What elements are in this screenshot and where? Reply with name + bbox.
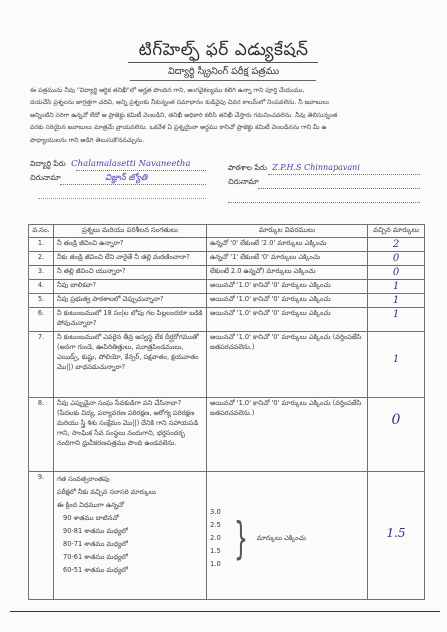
intro-line: పాధ్యాయులను గాని అడిగి తెలుసుకొనవచ్చును. [30, 136, 145, 144]
school-name-line [268, 174, 420, 175]
bottom-border-line [10, 611, 440, 612]
row-question: నీ తల్లి జీవించి యున్నారా? [54, 266, 207, 280]
row-marks-rule: అయినచో '1.0' కానిచో '0' మార్కులు ఎక్కించు (వర్తింపజేసి జతపరచవలెను.) [207, 332, 368, 398]
intro-line: ఆన్నింటిని సరిగా ఉన్నవో లేదో ఆ ప్రాజెక్టు కమిటీ వెంబడిని, తనిఖీ అధికారి కలిసి తనిఖీ చేస్తారు గమనించవలెను. నీవు తెలిసున్నంత [30, 111, 338, 119]
row-number: 7. [29, 332, 54, 398]
intro-line: ఈ పత్రమును నీవు "విద్యార్థి ఆర్థిక తనిఖీ"లో అర్హత పొందిన గాని, అంగవైకల్యము కలిగి ఉన్నా గాని పూర్తి చేయుము, [30, 87, 305, 94]
row-mark: 0 [368, 252, 425, 266]
row-number: 3. [29, 266, 54, 280]
row-marks-rule: ఉన్నచో '0' లేకుంటే '2.0' మార్కులు ఎక్కించు [207, 238, 368, 252]
table-row [29, 238, 425, 252]
avg-line: 70-61 శాతము మధ్యలో [63, 553, 128, 561]
row-marks-rule: లేకుంటే 2.0 ఉన్నచో) మార్కులు ఎక్కించు [207, 266, 368, 280]
row-marks-rule: అయినచో '1.0' కానిచో '0' మార్కులు ఎక్కించు [207, 280, 368, 294]
scale-value: 1.5 [210, 547, 221, 555]
table-row [29, 332, 425, 398]
brace-icon: } [233, 512, 248, 564]
scale-label: మార్కులు ఎక్కించు [256, 533, 306, 542]
subtitle-underline [130, 80, 316, 81]
intro-paragraph [30, 85, 423, 147]
table-row [29, 308, 425, 332]
student-address-label: చిరునామా [30, 173, 61, 182]
row-marks-rule: అయినచో '1.0' కానిచో '0' మార్కులు ఎక్కించు [207, 308, 368, 332]
table-row [29, 398, 425, 472]
row-mark: 0 [368, 266, 425, 280]
row-marks-rule: ఉన్నచో '1' లేకుంటే '0' మార్కులు ఎక్కించు [207, 252, 368, 266]
student-address-line [60, 184, 206, 185]
student-name-field [30, 159, 190, 170]
row-mark: 1.5 [368, 472, 425, 600]
school-address-label: చిరునామా [228, 177, 259, 186]
table-row [29, 280, 425, 294]
school-address-field [228, 177, 259, 188]
marks-scale [210, 506, 364, 571]
page-title: టిగ్‌హెల్ఫ్ ఫర్ ఎడ్యుకేషన్ [138, 40, 309, 60]
row-number: 9. [29, 472, 54, 600]
separator-line [38, 198, 206, 199]
table-row [29, 472, 425, 600]
scale-values [210, 506, 221, 571]
row-number: 5. [29, 294, 54, 308]
row-question: నీ కుటుంబములో ఎవరైన తీవ్ర అస్వస్థ లేక దీర్ఘరోగముతో (అనగా గుండె, ఊపిరితిత్తులు, మూత్రపిండములు, ఎయిడ్స్, కుష్టు, పోలియో, కేన్సర్, పక్షవాతం, క్షయవాతం మొ||) బాధపడుచున్నారా? [54, 332, 207, 398]
intro-line: దయచేసి ప్రశ్నలను జాగ్రత్తగా చదివి, అన్ని ప్రశ్నలకు నీకున్నంత సమాధానం కుడివైపు చివర కాలమ్‌లో నింపవలెను. నీ జవాబులు [30, 99, 329, 107]
row-marks-rule: అయినచో '1.0' కానిచో '0' మార్కులు ఎక్కించు [207, 294, 368, 308]
school-address-line [258, 188, 420, 189]
row-mark: 1 [368, 294, 425, 308]
avg-line: 90-81 శాతము మధ్యలో [63, 527, 128, 535]
row-question: నీవు ఎప్పుడైనా సంఘ సేవకుడిగా పని చేసినావా? (పేదలకు విద్య, పర్యావరణ పరిరక్షణ, ఆరోగ్య పరిరక్షణ మరియు స్త్రీ శిశు సంక్షేమం మొ||) దేనికి గాని సహాయపడి గాని, సాంఘిక సేవ సంస్థలు నందుగాని, భర్తసందర్భ నందిగాని ధ్రువీకరణపత్రము పొంది ఉండవలెను. [54, 398, 207, 472]
school-address-line-2 [228, 202, 420, 203]
table-row [29, 266, 425, 280]
header-marks-obtained: వచ్చిన మార్కులు [368, 225, 425, 238]
row-mark: 1 [368, 332, 425, 398]
row-mark: 1 [368, 308, 425, 332]
intro-line: వరకు సరియైన జవాబులు మాత్రమే వ్రాయవలెను. ఒకవేళ ఏ ప్రశ్నయైనా అర్థము కానిచో ప్రాజెక్టు కమిటీ వెంబడినను గాని మీ ఉ [30, 124, 327, 132]
school-name-field [228, 163, 360, 174]
row-question: నీవు ప్రభుత్వ పాఠశాలలో చెప్పుచున్నావా? [54, 294, 207, 308]
row-number: 4. [29, 280, 54, 294]
row-question: నీ కుటుంబములో 18 సం|ల లోపు గల పిల్లలందరూ బడికి పోవుచున్నారా? [54, 308, 207, 332]
avg-line: గత సంవత్సరాంతపు [57, 475, 110, 483]
header-questions: ప్రశ్నలు మరియు పరిశీలన సంగతులు [54, 225, 207, 238]
table-header-row [29, 225, 425, 238]
table-row [29, 294, 425, 308]
avg-line: 80-71 శాతము మధ్యలో [63, 540, 128, 548]
row-question: నీవు బాలికవా? [54, 280, 207, 294]
row-marks-scale [207, 472, 368, 600]
scale-value: 2.0 [210, 534, 221, 542]
row-number: 1. [29, 238, 54, 252]
scale-value: 1.0 [210, 560, 221, 568]
avg-line: 60-51 శాతము మధ్యలో [63, 566, 128, 574]
row-mark: 1 [368, 280, 425, 294]
row-mark: 0 [368, 398, 425, 472]
table-row [29, 252, 425, 266]
school-name-label: పాఠశాల పేరు [228, 163, 267, 172]
row-marks-rule: అయినచో '1.0' కానిచో '0' మార్కులు ఎక్కించు (వర్తింపజేసి జతపరచవలెను.) [207, 398, 368, 472]
title-underline [128, 62, 318, 63]
row-number: 8. [29, 398, 54, 472]
header-serial: వ.సం. [29, 225, 54, 238]
page-subtitle: విద్యార్థి స్క్రీనింగ్ పరీక్ష పత్రము [167, 66, 280, 77]
scale-value: 3.0 [210, 508, 221, 516]
row-mark: 2 [368, 238, 425, 252]
header-marks-details: మార్కుల వివరములు [207, 225, 368, 238]
row-question: నీకు తండ్రి జీవించి లేని వారైతే నీ తల్లి మరణించారా? [54, 252, 207, 266]
scale-value: 2.5 [210, 521, 221, 529]
avg-line: ఈ క్రింద విధముగా ఉన్నచో [57, 501, 125, 509]
row-question-average-marks [54, 472, 207, 600]
avg-line: 90 శాతము దాటినచో [63, 514, 119, 522]
screening-table [28, 224, 425, 600]
student-name-value: Chalamalasetti Navaneetha [71, 159, 191, 169]
row-number: 2. [29, 252, 54, 266]
row-number: 6. [29, 308, 54, 332]
student-name-line [76, 170, 206, 171]
student-name-label: విద్యార్థి పేరు [30, 159, 66, 168]
avg-line: పరీక్షలో నీకు వచ్చిన సరాసరి మార్కులు [57, 488, 156, 496]
student-address-value: విజ్ఞాన్ జ్యోతి [105, 173, 148, 183]
row-question: నీ తండ్రి జీవించి ఉన్నారా? [54, 238, 207, 252]
school-name-value: Z.P.H.S Chinnapavani [272, 163, 360, 172]
